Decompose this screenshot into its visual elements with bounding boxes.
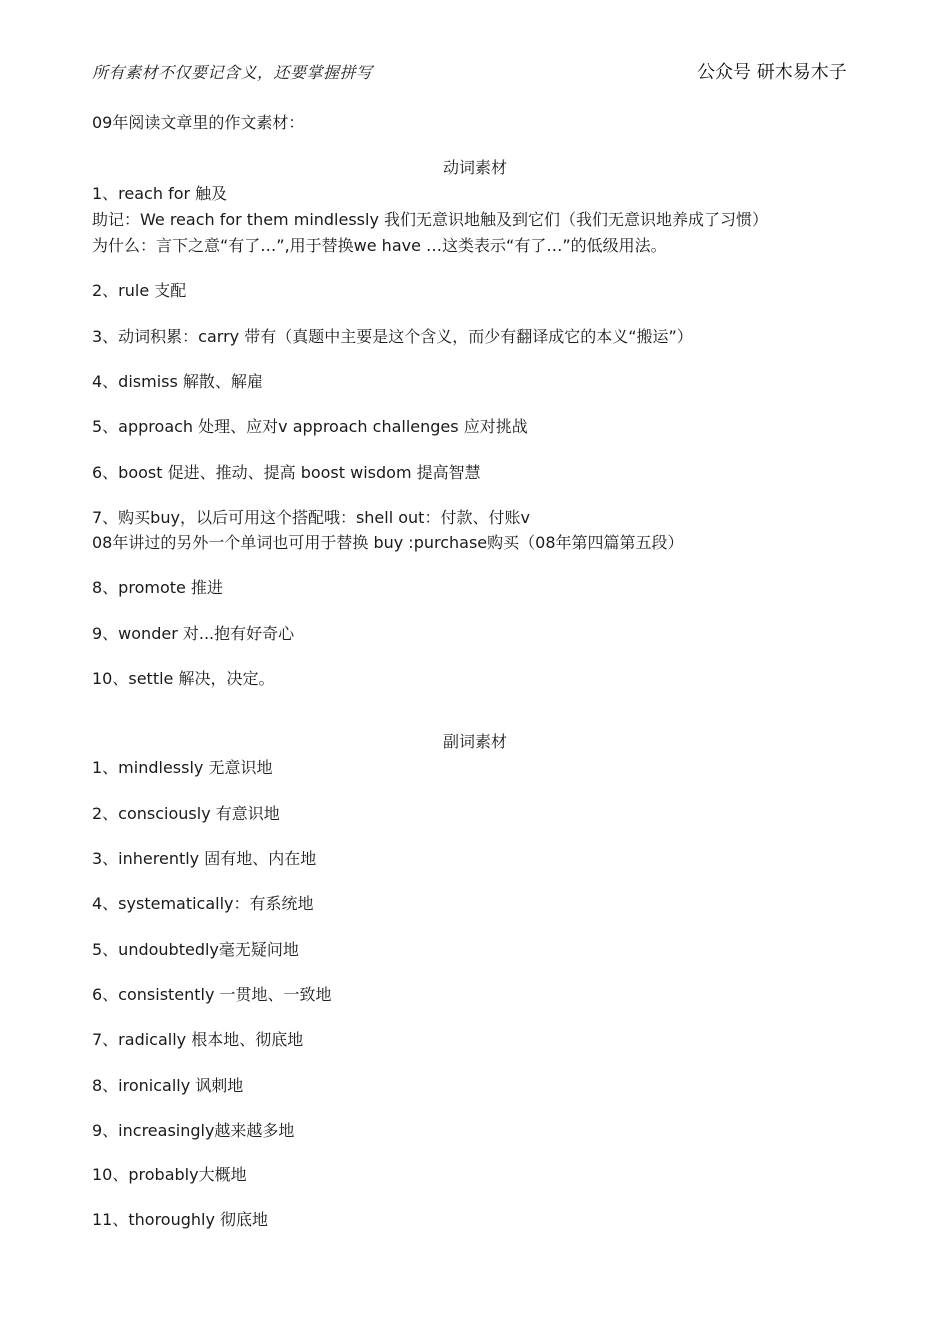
adverb-item: 5、undoubtedly毫无疑问地 xyxy=(92,940,299,959)
verbs-section-title: 动词素材 xyxy=(442,158,507,177)
verb-explanation: 为什么：言下之意“有了…”,用于替换we have …这类表示“有了…”的低级用法。 xyxy=(92,236,667,255)
verb-item: 1、reach for 触及 xyxy=(92,184,228,203)
adverb-item: 10、probably大概地 xyxy=(92,1165,247,1184)
adverb-item: 9、increasingly越来越多地 xyxy=(92,1121,295,1140)
verb-note: 08年讲过的另外一个单词也可用于替换 buy :purchase购买（08年第四篇第五段） xyxy=(92,533,684,552)
header-account: 公众号 研木易木子 xyxy=(697,62,847,83)
adverb-item: 1、mindlessly 无意识地 xyxy=(92,758,273,777)
adverb-item: 6、consistently 一贯地、一致地 xyxy=(92,985,332,1004)
verb-item: 7、购买buy，以后可用这个搭配哦：shell out：付款、付账v xyxy=(92,508,530,527)
verb-item: 6、boost 促进、推动、提高 boost wisdom 提高智慧 xyxy=(92,463,481,482)
header-note: 所有素材不仅要记含义，还要掌握拼写 xyxy=(92,63,373,82)
verb-item: 4、dismiss 解散、解雇 xyxy=(92,372,263,391)
adverb-item: 4、systematically：有系统地 xyxy=(92,894,314,913)
adverbs-section-title: 副词素材 xyxy=(442,732,507,751)
verb-item: 9、wonder 对...抱有好奇心 xyxy=(92,624,295,643)
verb-item: 2、rule 支配 xyxy=(92,281,187,300)
adverb-item: 7、radically 根本地、彻底地 xyxy=(92,1030,304,1049)
verb-item: 8、promote 推进 xyxy=(92,578,223,597)
adverb-item: 11、thoroughly 彻底地 xyxy=(92,1210,269,1229)
intro-heading: 09年阅读文章里的作文素材： xyxy=(92,113,305,132)
verb-mnemonic: 助记：We reach for them mindlessly 我们无意识地触及到它们（我们无意识地养成了习惯） xyxy=(92,210,769,229)
verb-item: 5、approach 处理、应对v approach challenges 应对挑战 xyxy=(92,417,528,436)
verb-item: 3、动词积累：carry 带有（真题中主要是这个含义，而少有翻译成它的本义“搬运”） xyxy=(92,327,693,346)
adverb-item: 3、inherently 固有地、内在地 xyxy=(92,849,317,868)
adverb-item: 8、ironically 讽刺地 xyxy=(92,1076,244,1095)
adverb-item: 2、consciously 有意识地 xyxy=(92,804,280,823)
verb-item: 10、settle 解决，决定。 xyxy=(92,669,275,688)
